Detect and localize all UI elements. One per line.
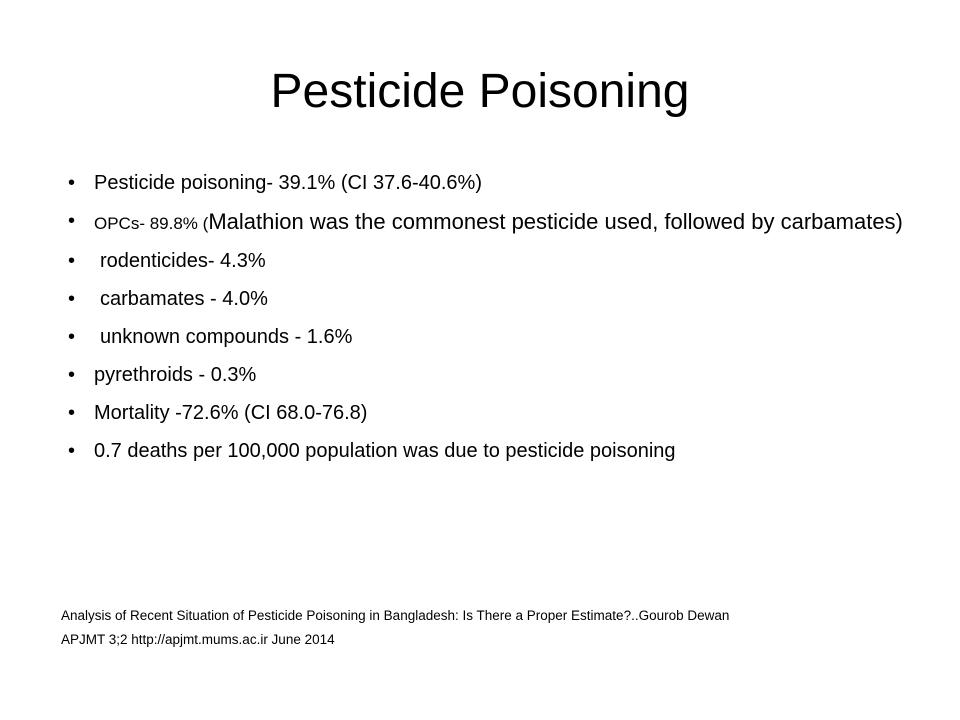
bullet-text: Malathion was the commonest pesticide used, followed by carbamates) — [208, 209, 903, 234]
bullet-icon: • — [68, 210, 76, 232]
reference-line-2: APJMT 3;2 http://apjmt.mums.ac.ir June 2014 — [61, 632, 335, 647]
bullet-icon: • — [68, 288, 76, 310]
bullet-icon: • — [68, 250, 76, 272]
bullet-text: rodenticides- 4.3% — [100, 250, 266, 272]
bullet-prefix: OPCs- 89.8% ( — [94, 214, 209, 233]
bullet-item — [68, 286, 908, 313]
bullet-item — [68, 362, 908, 389]
bullet-icon: • — [68, 172, 76, 194]
bullet-text: carbamates - 4.0% — [100, 288, 268, 310]
bullet-item — [68, 438, 908, 465]
bullet-list — [68, 170, 908, 476]
bullet-icon: • — [68, 364, 76, 386]
bullet-text: Mortality -72.6% (CI 68.0-76.8) — [94, 402, 368, 424]
slide-title: Pesticide Poisoning — [270, 65, 690, 118]
reference-citation — [61, 604, 921, 652]
bullet-item — [68, 170, 908, 197]
bullet-item — [68, 208, 908, 237]
reference-line-1: Analysis of Recent Situation of Pesticide Poisoning in Bangladesh: Is There a Proper Estimate?..Gourob Dewan — [61, 608, 730, 623]
bullet-item — [68, 400, 908, 427]
bullet-text: pyrethroids - 0.3% — [94, 364, 257, 386]
bullet-item — [68, 248, 908, 275]
bullet-text: 0.7 deaths per 100,000 population was due to pesticide poisoning — [94, 440, 676, 462]
bullet-icon: • — [68, 326, 76, 348]
bullet-icon: • — [68, 402, 76, 424]
bullet-icon: • — [68, 440, 76, 462]
bullet-text: unknown compounds - 1.6% — [100, 326, 353, 348]
bullet-text: Pesticide poisoning- 39.1% (CI 37.6-40.6%) — [94, 172, 482, 194]
bullet-item — [68, 324, 908, 351]
